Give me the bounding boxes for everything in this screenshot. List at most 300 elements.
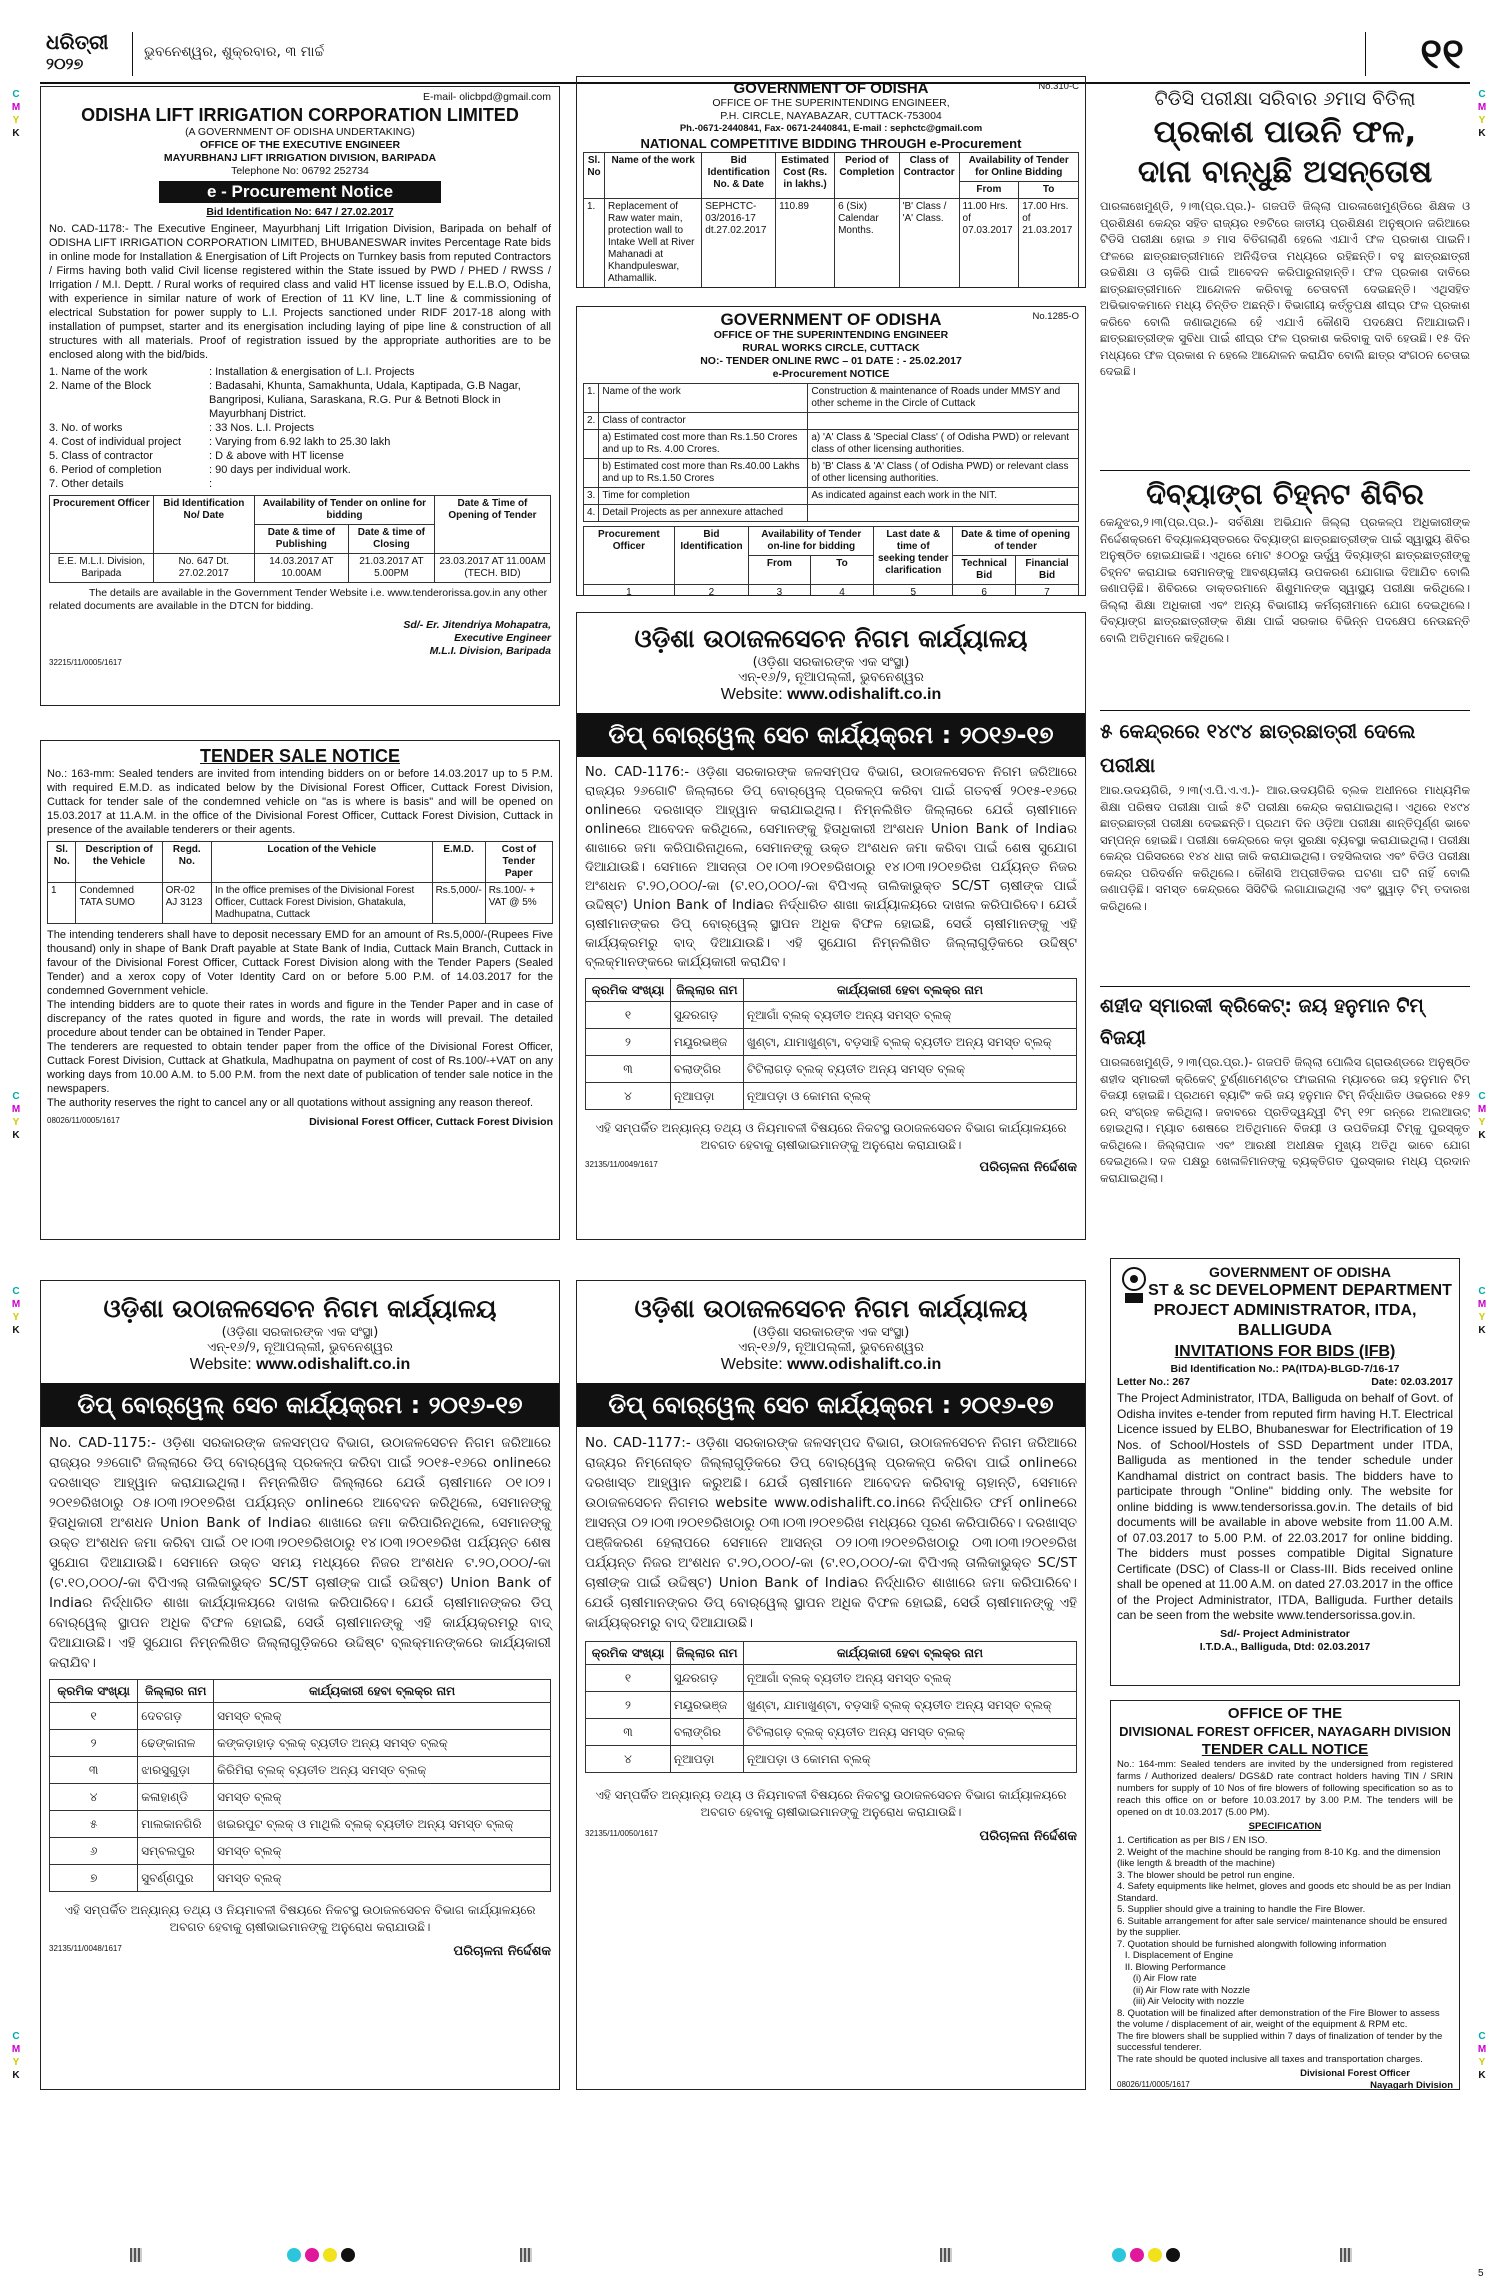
table-cell: In the office premises of the Divisional Forest Officer, Cuttack Forest Division, Ghatakula, Madhupatna, Cuttack	[211, 883, 432, 924]
oli-notice-1175	[40, 1280, 560, 2090]
table-row	[586, 1029, 1077, 1056]
table-header: ଜିଲ୍ଲାର ନାମ	[138, 1680, 214, 1703]
news2-body: କେନ୍ଦୁଝର,୨।୩(ପ୍ର.ପ୍ର.)- ସର୍ବଶିକ୍ଷା ଅଭିଯାନ ଜିଲ୍ଲା ପ୍ରକଳ୍ପ ଅଧିକାରୀଙ୍କ ନିର୍ଦ୍ଦେଶକ୍ରମେ ବିଦ୍ୟାଳୟସ୍ତରରେ ଦିବ୍ୟାଙ୍ଗ ଛାତ୍ରଛାତ୍ରୀଙ୍କ ପାଇଁ ସ୍ୱାସ୍ଥ୍ୟ ଶିବିର ଅନୁଷ୍ଠିତ ହୋଇଯାଇଛି। ଏଥିରେ ମୋଟ ୫୦୦ରୁ ଊର୍ଦ୍ଧ୍ୱ ଦିବ୍ୟାଙ୍ଗ ଛାତ୍ରଛାତ୍ରୀଙ୍କୁ ଚିହ୍ନଟ କରାଯାଇ ସେମାନଙ୍କୁ ଆବଶ୍ୟକୀୟ ଉପକରଣ ଯୋଗାଇ ଦିଆଯିବ ବୋଲି ଜଣାପଡ଼ିଛି। ଶିବିରରେ ଡାକ୍ତରମାନେ ଶିଶୁମାନଙ୍କ ସ୍ୱାସ୍ଥ୍ୟ ପରୀକ୍ଷା କରିଥିଲେ। ଜିଲ୍ଲା ଶିକ୍ଷା ଅଧିକାରୀ ଏବଂ ଅନ୍ୟ ବିଭାଗୀୟ କର୍ମଚାରୀମାନେ ଯୋଗ ଦେଇଥିଲେ। ଦିବ୍ୟାଙ୍ଗ ଛାତ୍ରଛାତ୍ରୀଙ୍କ ଶିକ୍ଷା ପାଇଁ ସରକାର ବିଭିନ୍ନ ପଦକ୍ଷେପ ନେଉଛନ୍ତି ବୋଲି ଅତିଥିମାନେ କହିଥିଲେ।	[1100, 515, 1470, 645]
list-item: 1. Certification as per BIS / EN ISO.	[1117, 1835, 1268, 1846]
news2-headline: ଦିବ୍ୟାଙ୍ଗ ଚିହ୍ନଟ ଶିବିର	[1146, 477, 1424, 511]
olic-subtitle: (A GOVERNMENT OF ODISHA UNDERTAKING)	[185, 126, 415, 138]
rule	[1100, 710, 1470, 711]
tender-sale-body: No.: 163-mm: Sealed tenders are invited from intending bidders on or before 14.03.2017 up to 5 P.M. with required E.M.D. as indicated below by the Divisional Forest Officer, Cuttack Forest Division, Cuttack for tender sale of the condemned vehicle on "as is where is basis" and will be opened on 15.03.2017 at 11.A.M. in the office of the Divisional Forest Officer, Cuttack Forest Division, Cuttack in presence of the available tenderers or their agents.	[47, 768, 553, 836]
table-row	[50, 1838, 551, 1865]
website-link[interactable]: www.odishalift.co.in	[787, 1356, 942, 1373]
table-row	[50, 1757, 551, 1784]
table-cell	[808, 505, 1079, 522]
olic-item-value: :	[209, 478, 213, 490]
rw-notice-label: e-Procurement NOTICE	[772, 368, 890, 380]
itda-ifb: INVITATIONS FOR BIDS (IFB)	[1174, 1343, 1396, 1360]
table-cell: Rs.5,000/-	[432, 883, 485, 924]
oli-subtitle: (ଓଡ଼ିଶା ସରକାରଙ୍କ ଏକ ସଂସ୍ଥା)	[752, 1325, 910, 1340]
rw-tender: NO:- TENDER ONLINE RWC – 01 DATE : - 25.02.2017	[700, 355, 962, 367]
olic-sig-1: Sd/- Er. Jitendriya Mohapatra,	[403, 619, 551, 631]
color-dots	[285, 2248, 357, 2267]
masthead-dateline: ଭୁବନେଶ୍ୱର, ଶୁକ୍ରବାର, ୩ ମାର୍ଚ୍ଚ	[144, 44, 325, 60]
table-header-row	[586, 979, 1077, 1002]
table-cell: 3.	[584, 488, 599, 505]
itda-gov: GOVERNMENT OF ODISHA	[1208, 1264, 1391, 1280]
table-cell: Detail Projects as per annexure attached	[599, 505, 808, 522]
phed-circle: P.H. CIRCLE, NAYABAZAR, CUTTACK-753004	[720, 110, 942, 122]
nayagarh-ref: 08026/11/0005/1617	[1117, 2080, 1190, 2089]
olic-item-key: 1. Name of the work	[49, 366, 148, 378]
table-cell: ସମସ୍ତ ବ୍ଲକ୍	[214, 1784, 551, 1811]
table-header: କ୍ରମିକ ସଂଖ୍ୟା	[586, 979, 671, 1002]
table-header: ଜିଲ୍ଲାର ନାମ	[670, 979, 743, 1002]
table-cell: Replacement of Raw water main, protection wall to Intake Well at River Mahanadi at Khandpuleswar, Athamallik.	[605, 199, 702, 288]
table-cell: Availability of Tender on-line for bidding	[749, 527, 874, 556]
olic-th-publishing: Date & time of Publishing	[254, 525, 348, 554]
table-row	[586, 1692, 1077, 1719]
table-header: କାର୍ଯ୍ୟକାରୀ ହେବା ବ୍ଲକ୍‌ର ନାମ	[743, 1642, 1076, 1665]
table-cell: 2.	[584, 413, 599, 430]
table-cell: Bid Identification	[674, 527, 748, 585]
list-item: I. Displacement of Engine	[1117, 1950, 1234, 1961]
reg-marks-right-top: C M Y K	[1477, 89, 1487, 139]
table-cell: 1.	[584, 384, 599, 413]
gray-swatch	[1340, 2248, 1352, 2262]
list-item: 8. Quotation will be finalized after demonstration of the Fire Blower to assess the volume / displacement of air, weight of the equipment & RPM etc.	[1117, 2007, 1443, 2030]
table-cell: କଙ୍କଡ଼ାହାଡ଼ ବ୍ଲକ୍ ବ୍ୟତୀତ ଅନ୍ୟ ସମସ୍ତ ବ୍ଲକ୍	[214, 1730, 551, 1757]
olic-item-key: 5. Class of contractor	[49, 450, 153, 462]
nayagarh-body: No.: 164-mm: Sealed tenders are invited by the undersigned from registered farms / Authorized dealers/ DGS&D rate contract holders having TIN / SRIN numbers for supply of 10 Nos of fire blowers of following specification so as to reach this office on or before 10.03.2017 by 3.00 P.M. The tenders will be opened on dt 10.03.2017 (5.00 PM).	[1117, 1759, 1453, 1818]
table-cell: ସମସ୍ତ ବ୍ଲକ୍	[214, 1838, 551, 1865]
news3-body: ଆର.ଉଦୟଗିରି, ୨।୩(ଏ.ପି.ଏ.ଏ.)- ଆର.ଉଦୟଗିରି ବ୍ଲକ ଅଧୀନରେ ମାଧ୍ୟମିକ ଶିକ୍ଷା ପରିଷଦ ପରୀକ୍ଷା ପାଇଁ ୫ଟି ପରୀକ୍ଷା କେନ୍ଦ୍ର କରାଯାଇଥିଲା। ଏଥିରେ ୧୪୯୪ ଛାତ୍ରଛାତ୍ରୀ ପରୀକ୍ଷା ଦେଇଛନ୍ତି। ପ୍ରଥମ ଦିନ ଓଡ଼ିଆ ପରୀକ୍ଷା ଶାନ୍ତିପୂର୍ଣ୍ଣ ଭାବେ ସମ୍ପନ୍ନ ହୋଇଛି। ପରୀକ୍ଷା କେନ୍ଦ୍ରରେ କଡ଼ା ସୁରକ୍ଷା ବ୍ୟବସ୍ଥା କରାଯାଇଥିଲା। ପରୀକ୍ଷା କେନ୍ଦ୍ର ପରିସରରେ ୧୪୪ ଧାରା ଜାରି କରାଯାଇଥିଲା। ତହସିଲଦାର ଏବଂ ବିଡିଓ ପରୀକ୍ଷା କେନ୍ଦ୍ର ପରିଦର୍ଶନ କରିଥିଲେ। କୌଣସି ଅପ୍ରୀତିକର ଘଟଣା ଘଟି ନାହିଁ ବୋଲି ଜଣାପଡ଼ିଛି। ସମସ୍ତ କେନ୍ଦ୍ରରେ ସିସିଟିଭି ଲଗାଯାଇଥିଲା ଏବଂ ସ୍କ୍ୱାଡ଼ ଟିମ୍ ତଦାରଖ କରିଥିଲେ।	[1100, 783, 1470, 913]
ad1177-sign: ପରିଚାଳନା ନିର୍ଦ୍ଦେଶକ	[979, 1829, 1077, 1844]
table-cell: ବଲାଙ୍ଗିର	[670, 1719, 743, 1746]
table-cell: ସୁନ୍ଦରଗଡ଼	[670, 1002, 743, 1029]
table-cell: 4	[810, 585, 874, 597]
oli-website	[585, 1355, 1077, 1375]
rw-table-2	[583, 526, 1079, 596]
table-cell: ନୂଆଗାଁ ବ୍ଲକ୍ ବ୍ୟତୀତ ଅନ୍ୟ ସମସ୍ତ ବ୍ଲକ୍	[743, 1665, 1076, 1692]
table-header: Description of the Vehicle	[76, 842, 162, 883]
table-row	[586, 1056, 1077, 1083]
news-story-1	[1100, 86, 1470, 466]
table-cell: ନୂଆପଡ଼ା	[670, 1083, 743, 1110]
table-row	[586, 1665, 1077, 1692]
oli-address: ଏନ୍-୧୬/୨, ନୂଆପଲ୍ଲୀ, ଭୁବନେଶ୍ୱର	[207, 1340, 393, 1355]
table-cell: Name of the work	[605, 153, 702, 199]
table-cell: ମୟୂରଭଞ୍ଜ	[670, 1029, 743, 1056]
phed-title: GOVERNMENT OF ODISHA	[733, 80, 929, 97]
table-cell	[584, 459, 599, 488]
nayagarh-title-1: OFFICE OF THE	[1227, 1705, 1343, 1722]
table-cell: Period of Completion	[835, 153, 899, 199]
reg-marks-right-bottom: C M Y K	[1477, 2031, 1487, 2081]
table-cell: ୫	[50, 1811, 138, 1838]
table-cell: a) Estimated cost more than Rs.1.50 Crores and up to Rs. 4.00 Crores.	[599, 430, 808, 459]
table-cell: Rs.100/- + VAT @ 5%	[485, 883, 552, 924]
table-cell	[584, 430, 599, 459]
reg-marks-left-bottom: C M Y K	[11, 2031, 21, 2081]
table-cell: b) 'B' Class & 'A' Class ( of Odisha PWD) or relevant class of other licensing authorities.	[808, 459, 1079, 488]
table-cell: ସୁବର୍ଣ୍ଣପୁର	[138, 1865, 214, 1892]
list-item: 3. The blower should be petrol run engine.	[1117, 1869, 1295, 1881]
tender-sale-ref: 08026/11/0005/1617	[47, 1116, 120, 1125]
table-cell: ଝାରସୁଗୁଡ଼ା	[138, 1757, 214, 1784]
tender-sale-notice	[40, 740, 560, 1240]
table-cell: SEPHCTC-03/2016-17 dt.27.02.2017	[702, 199, 776, 288]
table-cell: 14.03.2017 AT 10.00AM	[254, 554, 348, 583]
table-cell: From	[959, 182, 1019, 199]
table-cell: To	[1019, 182, 1079, 199]
list-item: 7. Quotation should be furnished alongwith following information	[1117, 1938, 1387, 1950]
nayagarh-spec: SPECIFICATION	[1248, 1821, 1322, 1832]
olic-table	[49, 495, 551, 583]
ad1176-ref: 32135/11/0049/1617	[585, 1160, 658, 1169]
olic-item	[49, 379, 551, 421]
olic-office: OFFICE OF THE EXECUTIVE ENGINEER	[199, 139, 401, 151]
table-cell: ୩	[586, 1056, 671, 1083]
olic-footer-text: The details are available in the Government Tender Website i.e. www.tenderorissa.gov.in any other related documents are available in the DTCN for bidding.	[49, 587, 548, 612]
olic-ref: 32215/11/0005/1617	[49, 658, 122, 667]
gray-swatch	[520, 2248, 532, 2262]
table-header-row	[50, 1680, 551, 1703]
ad1176-body: No. CAD-1176:- ଓଡ଼ିଶା ସରକାରଙ୍କ ଜଳସମ୍ପଦ ବିଭାଗ, ଉଠାଜଳସେଚନ ନିଗମ ଜରିଆରେ ରାଜ୍ୟର ୨୬ଗୋଟି ଜିଲ୍ଲାରେ ଡିପ୍ ବୋର୍‌ୱେଲ୍ ପ୍ରକଳ୍ପ କରିବା ପାଇଁ ଗତବର୍ଷ ୨୦୧୫-୧୬ରେ onlineରେ ଦରଖାସ୍ତ ଆହ୍ୱାନ କରାଯାଇଥିଲା। ନିମ୍ନଲିଖିତ ଜିଲ୍ଲାରେ ଯେଉଁ ଚାଷୀମାନେ onlineରେ ଆବେଦନ କରିଥିଲେ, ସେମାନଙ୍କୁ ହିତାଧିକାରୀ ଅଂଶଧନ Union Bank of Indiaର ଶାଖାରେ ଜମା କରିପାରିନାଥିଲେ, ସେମାନଙ୍କୁ ଉକ୍ତ ଅଂଶଧନ ଜମା କରିବା ପାଇଁ ଶେଷ ସୁଯୋଗ ଦିଆଯାଉଛି। ସେମାନେ ଆସନ୍ତା ୦୧।୦୩।୨୦୧୭ରିଖଠାରୁ ୧୪।୦୩।୨୦୧୭ରିଖ ପର୍ଯ୍ୟନ୍ତ ନିଜର ଅଂଶଧନ ଟ.୨୦,୦୦୦/-କା (ଟ.୧୦,୦୦୦/-କା ବିପିଏଲ୍ ତାଲିକାଭୁକ୍ତ SC/ST ଚାଷୀଙ୍କ ପାଇଁ ଉଦ୍ଦିଷ୍ଟ) Union Bank of Indiaର ନିର୍ଦ୍ଧାରିତ ଶାଖା କାର୍ଯ୍ୟାଳୟରେ ଦାଖଲ କରିପାରିବେ। ଯେଉଁ ଚାଷୀମାନଙ୍କର ଡିପ୍ ବୋର୍‌ୱେଲ୍ ସ୍ଥାପନ ଅଧିକ ବିଫଳ ହୋଇଛି, ସେଉଁ ଚାଷୀମାନଙ୍କୁ ଏହି କାର୍ଯ୍ୟକ୍ରମରୁ ବାଦ୍ ଦିଆଯାଉଛି। ଏହି ସୁଯୋଗ ନିମ୍ନଲିଖିତ ଜିଲ୍ଲାଗୁଡ଼ିକରେ ଉଦ୍ଦିଷ୍ଟ ବ୍ଲକ୍‌ମାନଙ୍କରେ କାର୍ଯ୍ୟକାରୀ କରାଯିବ।	[585, 765, 1077, 970]
reg-marks-left-top: C M Y K	[11, 89, 21, 139]
tender-sale-body-2: The intending tenderers shall have to deposit necessary EMD for an amount of Rs.5,000/-(Rupees Five thousand) only in shape of Bank Draft payable at State Bank of India, Cuttack Main Branch, Cuttack in favour of the Divisional Forest Officer, Cuttack Forest Division along with the Tender Papers (Sealed Tender) and a xerox copy of Voter Identity Card on or before 5.00 P.M. of 14.03.2017 for the condemned Government vehicle.	[47, 929, 553, 997]
table-row	[50, 1784, 551, 1811]
phed-office: OFFICE OF THE SUPERINTENDING ENGINEER,	[712, 97, 950, 109]
table-header: କାର୍ଯ୍ୟକାରୀ ହେବା ବ୍ଲକ୍‌ର ନାମ	[214, 1680, 551, 1703]
ad1177-body: No. CAD-1177:- ଓଡ଼ିଶା ସରକାରଙ୍କ ଜଳସମ୍ପଦ ବିଭାଗ, ଉଠାଜଳସେଚନ ନିଗମ ଜରିଆରେ ରାଜ୍ୟର ନିମ୍ନୋକ୍ତ ଜିଲ୍ଲାଗୁଡ଼ିକରେ ଡିପ୍ ବୋର୍‌ୱେଲ୍ ପ୍ରକଳ୍ପ କରିବା ପାଇଁ onlineରେ ଦରଖାସ୍ତ ଆହ୍ୱାନ କରୁଅଛି। ଯେଉଁ ଚାଷୀମାନେ ଆବେଦନ କରିବାକୁ ଚାହାନ୍ତି, ସେମାନେ ଉଠାଜଳସେଚନ ନିଗମର website www.odishalift.co.inରେ ନିର୍ଦ୍ଧାରିତ ଫର୍ମ onlineରେ ଆସନ୍ତା ୦୨।୦୩।୨୦୧୭ରିଖଠାରୁ ୦୩।୦୩।୨୦୧୭ରିଖ ମଧ୍ୟରେ ପୂରଣ କରିପାରିବେ। ଦରଖାସ୍ତ ପଞ୍ଜିକରଣ ହେଲାପରେ ସେମାନେ ଆସନ୍ତା ୦୨।୦୩।୨୦୧୭ରିଖଠାରୁ ୦୩।୦୩।୨୦୧୭ରିଖ ପର୍ଯ୍ୟନ୍ତ ନିଜର ଅଂଶଧନ ଟ.୨୦,୦୦୦/-କା (ଟ.୧୦,୦୦୦/-କା ବିପିଏଲ୍ ତାଲିକାଭୁକ୍ତ SC/ST ଚାଷୀଙ୍କ ପାଇଁ ଉଦ୍ଦିଷ୍ଟ) Union Bank of Indiaର ନିର୍ଦ୍ଧାରିତ ଶାଖାରେ ଜମା କରିପାରିବେ। ଯେଉଁ ଚାଷୀମାନଙ୍କର ଡିପ୍ ବୋର୍‌ୱେଲ୍ ସ୍ଥାପନ ଅଧିକ ବିଫଳ ହୋଇଛି, ସେଉଁ ଚାଷୀମାନଙ୍କୁ ଏହି କାର୍ଯ୍ୟକ୍ରମରୁ ବାଦ୍ ଦିଆଯାଉଛି।	[585, 1435, 1077, 1631]
oli-title: ଓଡ଼ିଶା ଉଠାଜଳସେଚନ ନିଗମ କାର୍ଯ୍ୟାଳୟ	[634, 1294, 1028, 1323]
table-cell: ୧	[586, 1665, 671, 1692]
table-cell: ଢେଙ୍କାନାଳ	[138, 1730, 214, 1757]
ad1175-body: No. CAD-1175:- ଓଡ଼ିଶା ସରକାରଙ୍କ ଜଳସମ୍ପଦ ବିଭାଗ, ଉଠାଜଳସେଚନ ନିଗମ ଜରିଆରେ ରାଜ୍ୟର ୨୬ଗୋଟି ଜିଲ୍ଲାରେ ଡିପ୍ ବୋର୍‌ୱେଲ୍ ପ୍ରକଳ୍ପ କରିବା ପାଇଁ ୨୦୧୫-୧୬ରେ onlineରେ ଦରଖାସ୍ତ ଆହ୍ୱାନ କରାଯାଇଥିଲା। ନିମ୍ନଲିଖିତ ଜିଲ୍ଲାରେ ଯେଉଁ ଚାଷୀମାନେ ୦୧।୦୨।୨୦୧୭ରିଖଠାରୁ ୦୫।୦୩।୨୦୧୭ରିଖ ପର୍ଯ୍ୟନ୍ତ onlineରେ ଆବେଦନ କରିଥିଲେ, ସେମାନଙ୍କୁ ହିତାଧିକାରୀ ଅଂଶଧନ Union Bank of Indiaର ଶାଖାରେ ଜମା କରିପାରିନଥିଲେ, ସେମାନଙ୍କୁ ଉକ୍ତ ଅଂଶଧନ ଜମା କରିବା ପାଇଁ ୦୧।୦୩।୨୦୧୭ରିଖଠାରୁ ୧୪।୦୩।୨୦୧୭ରିଖ ପର୍ଯ୍ୟନ୍ତ ଶେଷ ସୁଯୋଗ ଦିଆଯାଉଛି। ସେମାନେ ଉକ୍ତ ସମୟ ମଧ୍ୟରେ ନିଜର ଅଂଶଧନ ଟ.୨୦,୦୦୦/-କା (ଟ.୧୦,୦୦୦/-କା ବିପିଏଲ୍ ତାଲିକାଭୁକ୍ତ SC/ST ଚାଷୀଙ୍କ ପାଇଁ ଉଦ୍ଦିଷ୍ଟ) Union Bank of Indiaର ନିର୍ଦ୍ଧାରିତ ଶାଖା କାର୍ଯ୍ୟାଳୟରେ ଦାଖଲ କରିପାରିବେ। ଯେଉଁ ଚାଷୀମାନଙ୍କର ଡିପ୍ ବୋର୍‌ୱେଲ୍ ସ୍ଥାପନ ଅଧିକ ବିଫଳ ହୋଇଛି, ସେଉଁ ଚାଷୀମାନଙ୍କୁ ଏହି କାର୍ଯ୍ୟକ୍ରମରୁ ବାଦ୍ ଦିଆଯାଉଛି। ଏହି ସୁଯୋଗ ନିମ୍ନଲିଖିତ ଜିଲ୍ଲାଗୁଡ଼ିକରେ ଉଦ୍ଦିଷ୍ଟ ବ୍ଲକ୍‌ମାନଙ୍କରେ କାର୍ଯ୍ୟକାରୀ କରାଯିବ।	[49, 1435, 551, 1671]
table-cell: ନୂଆଗାଁ ବ୍ଲକ୍ ବ୍ୟତୀତ ଅନ୍ୟ ସମସ୍ତ ବ୍ଲକ୍	[743, 1002, 1076, 1029]
table-cell: ୪	[50, 1784, 138, 1811]
olic-item-key: 7. Other details	[49, 478, 124, 490]
table-cell: 23.03.2017 AT 11.00AM (TECH. BID)	[434, 554, 550, 583]
olic-items	[49, 365, 551, 491]
table-cell: ୨	[586, 1029, 671, 1056]
table-row	[50, 1865, 551, 1892]
itda-sig-1: Sd/- Project Administrator	[1220, 1627, 1350, 1640]
phed-no: No.310-C	[1038, 81, 1079, 92]
table-cell: 11.00 Hrs. of 07.03.2017	[959, 199, 1019, 288]
table-cell: ଖୁଣ୍ଟା, ଯାମାଖୁଣ୍ଟା, ବଡ଼ସାହି ବ୍ଲକ୍ ବ୍ୟତୀତ ଅନ୍ୟ ସମସ୍ତ ବ୍ଲକ୍	[743, 1692, 1076, 1719]
ad1177-closing: ଏହି ସମ୍ପର୍କିତ ଅନ୍ୟାନ୍ୟ ତଥ୍ୟ ଓ ନିୟମାବଳୀ ବିଷୟରେ ନିକଟସ୍ଥ ଉଠାଜଳସେଚନ ବିଭାଗ କାର୍ଯ୍ୟାଳୟରେ ଅବଗତ ହେବାକୁ ଚାଷୀଭାଇମାନଙ୍କୁ ଅନୁରୋଧ କରାଯାଉଛି।	[595, 1788, 1067, 1819]
table-row	[50, 1811, 551, 1838]
ad1175-sign: ପରିଚାଳନା ନିର୍ଦ୍ଦେଶକ	[453, 1944, 551, 1959]
table-cell: ୩	[50, 1757, 138, 1784]
olic-item-value: : Badasahi, Khunta, Samakhunta, Udala, Kaptipada, G.B Nagar, Bangriposi, Kuliana, Saraskana, R.G. Pur & Betnoti Block in Mayurbhanj District.	[209, 380, 521, 420]
news1-kicker: ଟିଡିସି ପରୀକ୍ଷା ସରିବାର ୬ମାସ ବିତିଲା	[1154, 88, 1416, 110]
oli-notice-1177	[576, 1280, 1086, 2090]
olic-th-closing: Date & time of Closing	[348, 525, 434, 554]
masthead-paper: ଧରିତ୍ରୀ	[46, 30, 109, 54]
news-story-3	[1100, 714, 1470, 984]
oli-title: ଓଡ଼ିଶା ଉଠାଜଳସେଚନ ନିଗମ କାର୍ଯ୍ୟାଳୟ	[103, 1294, 497, 1323]
oli-subtitle: (ଓଡ଼ିଶା ସରକାରଙ୍କ ଏକ ସଂସ୍ଥା)	[221, 1325, 379, 1340]
table-cell: 1.	[584, 199, 605, 288]
table-cell: ନୂଆପଡ଼ା ଓ କୋମନା ବ୍ଲକ୍	[743, 1083, 1076, 1110]
olic-division: MAYURBHANJ LIFT IRRIGATION DIVISION, BARIPADA	[163, 152, 437, 164]
olic-item-key: 6. Period of completion	[49, 464, 162, 476]
table-header-row	[586, 1642, 1077, 1665]
table-cell: ବଲାଙ୍ଗିର	[670, 1056, 743, 1083]
table-row	[584, 459, 1079, 488]
table-cell: Time for completion	[599, 488, 808, 505]
phed-notice	[576, 76, 1086, 288]
olic-th-officer: Procurement Officer	[50, 496, 154, 554]
table-header: Location of the Vehicle	[211, 842, 432, 883]
itda-dept: ST & SC DEVELOPMENT DEPARTMENT	[1148, 1282, 1452, 1299]
table-row	[584, 505, 1079, 522]
rw-title: GOVERNMENT OF ODISHA	[720, 310, 942, 329]
table-cell: 17.00 Hrs. of 21.03.2017	[1019, 199, 1079, 288]
news4-body: ପାରଳାଖେମୁଣ୍ଡି, ୨।୩(ପ୍ର.ପ୍ର.)- ଗଜପତି ଜିଲ୍ଲା ପୋଲିସ ଗ୍ରାଉଣ୍ଡରେ ଅନୁଷ୍ଠିତ ଶହୀଦ ସ୍ମାରକୀ କ୍ରିକେଟ୍ ଟୁର୍ଣ୍ଣାମେଣ୍ଟର ଫାଇନାଲ ମ୍ୟାଚରେ ଜୟ ହନୁମାନ ଟିମ୍ ବିଜୟୀ ହୋଇଛି। ପ୍ରଥମେ ବ୍ୟାଟିଂ କରି ଜୟ ହନୁମାନ ଟିମ୍ ନିର୍ଦ୍ଧାରିତ ଓଭରରେ ୧୫୨ ରନ୍ ସଂଗ୍ରହ କରିଥିଲା। ଜବାବରେ ପ୍ରତିଦ୍ୱନ୍ଦ୍ୱୀ ଟିମ୍ ୧୨୮ ରନ୍‌ରେ ଅଲଆଉଟ୍ ହୋଇଥିଲା। ମ୍ୟାଚ ଶେଷରେ ଅତିଥିମାନେ ବିଜୟୀ ଓ ଉପବିଜୟୀ ଟିମ୍‌କୁ ପୁରସ୍କୃତ କରିଥିଲେ। ଜିଲ୍ଲାପାଳ ଏବଂ ଆରକ୍ଷୀ ଅଧୀକ୍ଷକ ମୁଖ୍ୟ ଅତିଥି ଭାବେ ଯୋଗ ଦେଇଥିଲେ। ଦଳ ପକ୍ଷରୁ ଖେଳାଳିମାନଙ୍କୁ ବ୍ୟକ୍ତିଗତ ପୁରସ୍କାର ମଧ୍ୟ ପ୍ରଦାନ କରାଯାଇଥିଲା।	[1100, 1055, 1470, 1185]
table-cell: ନୂଆପଡ଼ା	[670, 1746, 743, 1773]
table-cell: 21.03.2017 AT 5.00PM	[348, 554, 434, 583]
table-row	[584, 488, 1079, 505]
masthead-divider-right	[1365, 32, 1366, 76]
reg-marks-right-mid: C M Y K	[1477, 1091, 1487, 1141]
tender-sale-table	[47, 841, 553, 924]
table-cell: 3	[749, 585, 811, 597]
phed-phone: Ph.-0671-2440841, Fax- 0671-2440841, E-mail : sephctc@gmail.com	[679, 123, 983, 134]
table-header: କ୍ରମିକ ସଂଖ୍ୟା	[586, 1642, 671, 1665]
ad1176-closing: ଏହି ସମ୍ପର୍କିତ ଅନ୍ୟାନ୍ୟ ତଥ୍ୟ ଓ ନିୟମାବଳୀ ବିଷୟରେ ନିକଟସ୍ଥ ଉଠାଜଳସେଚନ ବିଭାଗ କାର୍ଯ୍ୟାଳୟରେ ଅବଗତ ହେବାକୁ ଚାଷୀଭାଇମାନଙ୍କୁ ଅନୁରୋଧ କରାଯାଉଛି।	[595, 1121, 1067, 1152]
tender-sale-body-5: The authority reserves the right to cancel any or all quotations without assigning any reason thereof.	[47, 1097, 534, 1109]
table-cell: ୨	[586, 1692, 671, 1719]
news1-headline-2: ଦାନା ବାନ୍ଧୁଛି ଅସନ୍ତୋଷ	[1137, 154, 1433, 190]
table-cell: ଟିଟିଲାଗଡ଼ ବ୍ଲକ୍ ବ୍ୟତୀତ ଅନ୍ୟ ସମସ୍ତ ବ୍ଲକ୍	[743, 1719, 1076, 1746]
list-item: The rate should be quoted inclusive all taxes and transportation charges.	[1117, 2053, 1423, 2065]
table-cell: ଖୁଣ୍ଟା, ଯାମାଖୁଣ୍ଟା, ବଡ଼ସାହି ବ୍ଲକ୍ ବ୍ୟତୀତ ଅନ୍ୟ ସମସ୍ତ ବ୍ଲକ୍	[743, 1029, 1076, 1056]
page-number: 5	[1478, 2268, 1484, 2279]
oli-subtitle: (ଓଡ଼ିଶା ସରକାରଙ୍କ ଏକ ସଂସ୍ଥା)	[752, 655, 910, 670]
rw-office: OFFICE OF THE SUPERINTENDING ENGINEER	[713, 329, 949, 341]
table-row	[50, 1730, 551, 1757]
table-cell: As indicated against each work in the NIT.	[808, 488, 1079, 505]
table-row	[586, 1719, 1077, 1746]
ad1175-table	[49, 1679, 551, 1892]
olic-title: ODISHA LIFT IRRIGATION CORPORATION LIMITED	[81, 105, 519, 125]
tender-sale-sig: Divisional Forest Officer, Cuttack Forest Division	[309, 1116, 553, 1128]
nayagarh-call: TENDER CALL NOTICE	[1201, 1741, 1369, 1758]
oli-program-bar: ଡିପ୍ ବୋର୍‌ୱେଲ୍ ସେଚ କାର୍ଯ୍ୟକ୍ରମ : ୨୦୧୬-୧୭	[577, 713, 1085, 757]
table-cell: Estimated Cost (Rs. in lakhs.)	[776, 153, 835, 199]
olic-item-value: : Varying from 6.92 lakh to 25.30 lakh	[209, 436, 391, 448]
list-item: 2. Weight of the machine should be ranging from 8-10 Kg. and the dimension (like length & breadth of the machine)	[1117, 1846, 1444, 1869]
news1-body: ପାରଳାଖେମୁଣ୍ଡି, ୨।୩(ପ୍ର.ପ୍ର.)- ଗଜପତି ଜିଲ୍ଲା ପାରଳାଖେମୁଣ୍ଡିରେ ଶିକ୍ଷକ ଓ ପ୍ରଶିକ୍ଷଣ କେନ୍ଦ୍ର ସହିତ ରାଜ୍ୟର ୧୭ଟିରେ ଜାତୀୟ ପ୍ରଶିକ୍ଷଣ ଅନୁଷ୍ଠାନ ଜରିଆରେ ଟିଡିସି ପରୀକ୍ଷା ହୋଇ ୬ ମାସ ବିତିଗଲାଣି ହେଲେ ଏଯାଏଁ ଫଳ ପ୍ରକାଶ ପାଇନି। ଫଳରେ ଛାତ୍ରଛାତ୍ରୀମାନେ ଅନିଶ୍ଚିତତା ମଧ୍ୟରେ ରହିଛନ୍ତି। ବହୁ ଛାତ୍ରଛାତ୍ରୀ ଉଚ୍ଚଶିକ୍ଷା ଓ ଚାକିରି ପାଇଁ ଆବେଦନ କରିପାରୁନାହାନ୍ତି। ଫଳ ପ୍ରକାଶ ଦାବିରେ ଛାତ୍ରଛାତ୍ରୀମାନେ ଆନ୍ଦୋଳନ କରିବାକୁ ଚେତାବନୀ ଦେଇଛନ୍ତି। ଏଥିସହିତ ଅଭିଭାବକମାନେ ମଧ୍ୟ ଚିନ୍ତିତ ଅଛନ୍ତି। ବିଭାଗୀୟ କର୍ତ୍ତୃପକ୍ଷ ଶୀଘ୍ର ଫଳ ପ୍ରକାଶ କରିବେ ବୋଲି ଜଣାଇଥିଲେ ହେଁ ଏଯାଏଁ କୌଣସି ପଦକ୍ଷେପ ନିଆଯାଇନି। ଛାତ୍ରଛାତ୍ରୀଙ୍କ ସୁବିଧା ପାଇଁ ଶୀଘ୍ର ଫଳ ପ୍ରକାଶ କରିବାକୁ ଦାବି ହେଉଛି। ୧୫ ଦିନ ମଧ୍ୟରେ ଫଳ ପ୍ରକାଶ ନ ହେଲେ ଆନ୍ଦୋଳନ କରାଯିବ ବୋଲି ଛାତ୍ର ସଂଗଠନ ଚେତାଇ ଦେଇଛି।	[1100, 199, 1470, 378]
table-cell: ୨	[50, 1730, 138, 1757]
rw-table-1	[583, 383, 1079, 522]
table-cell: Class of Contractor	[899, 153, 959, 199]
table-cell: 6 (Six) Calendar Months.	[835, 199, 899, 288]
olic-item-key: 2. Name of the Block	[49, 380, 152, 392]
table-cell: Procurement Officer	[584, 527, 675, 585]
olic-email: E-mail- olicbpd@gmail.com	[423, 91, 551, 103]
olic-sig-2: Executive Engineer	[454, 632, 551, 644]
website-link[interactable]: www.odishalift.co.in	[256, 1356, 411, 1373]
olic-item-key: 3. No. of works	[49, 422, 123, 434]
table-header: Sl. No.	[48, 842, 76, 883]
table-cell: ସମସ୍ତ ବ୍ଲକ୍	[214, 1703, 551, 1730]
table-cell: ଦେବଗଡ଼	[138, 1703, 214, 1730]
table-header: Regd. No.	[162, 842, 211, 883]
table-cell: 5	[874, 585, 953, 597]
olic-bid-id: Bid Identification No: 647 / 27.02.2017	[206, 206, 394, 218]
olic-th-availability: Availability of Tender on online for bidding	[254, 496, 434, 525]
table-cell: 1	[584, 585, 675, 597]
olic-item	[49, 449, 551, 463]
olic-item-value: : Installation & energisation of L.I. Projects	[209, 366, 415, 378]
olic-item	[49, 421, 551, 435]
itda-bid: Bid Identification No.: PA(ITDA)-BLGD-7/16-17	[1170, 1363, 1400, 1375]
table-header: ଜିଲ୍ଲାର ନାମ	[670, 1642, 743, 1665]
table-cell: Class of contractor	[599, 413, 808, 430]
oli-title: ଓଡ଼ିଶା ଉଠାଜଳସେଚନ ନିଗମ କାର୍ଯ୍ୟାଳୟ	[634, 624, 1028, 653]
phed-heading: NATIONAL COMPETITIVE BIDDING THROUGH e-Procurement	[640, 136, 1022, 151]
table-cell: Financial Bid	[1016, 556, 1079, 585]
table-cell: b) Estimated cost more than Rs.40.00 Lakhs and up to Rs.1.50 Crores	[599, 459, 808, 488]
rule	[1100, 470, 1470, 471]
olic-item-value: : D & above with HT license	[209, 450, 344, 462]
table-cell: ୧	[586, 1002, 671, 1029]
tender-sale-title: TENDER SALE NOTICE	[199, 746, 400, 766]
table-row	[584, 413, 1079, 430]
olic-item-value: : 33 Nos. L.I. Projects	[209, 422, 315, 434]
list-item: (iii) Air Velocity with nozzle	[1117, 1996, 1245, 2007]
masthead-page-no: ୧୧	[1420, 32, 1464, 76]
website-label: Website:	[720, 686, 783, 703]
ad1177-ref: 32135/11/0050/1617	[585, 1829, 658, 1838]
olic-item-key: 4. Cost of individual project	[49, 436, 182, 448]
table-cell: Technical Bid	[953, 556, 1016, 585]
oli-address: ଏନ୍-୧୬/୨, ନୂଆପଲ୍ଲୀ, ଭୁବନେଶ୍ୱର	[738, 670, 924, 685]
table-cell: 6	[953, 585, 1016, 597]
table-cell: ସମସ୍ତ ବ୍ଲକ୍	[214, 1865, 551, 1892]
nayagarh-title-2: DIVISIONAL FOREST OFFICER, NAYAGARH DIVISION	[1119, 1724, 1451, 1739]
olic-item	[49, 435, 551, 449]
rw-notice	[576, 306, 1086, 596]
oli-program-bar: ଡିପ୍ ବୋର୍‌ୱେଲ୍ ସେଚ କାର୍ଯ୍ୟକ୍ରମ : ୨୦୧୬-୧୭	[41, 1383, 559, 1427]
olic-item-value: : 90 days per individual work.	[209, 464, 351, 476]
table-row	[586, 1083, 1077, 1110]
table-cell: ସୁନ୍ଦରଗଡ଼	[670, 1665, 743, 1692]
table-cell: ମୟୂରଭଞ୍ଜ	[670, 1692, 743, 1719]
table-cell: E.E. M.L.I. Division, Baripada	[50, 554, 154, 583]
table-row	[50, 1703, 551, 1730]
table-cell: କଳାହାଣ୍ଡି	[138, 1784, 214, 1811]
table-cell: 2	[674, 585, 748, 597]
nayagarh-items	[1117, 1835, 1453, 2065]
nayagarh-sig-2: Nayagarh Division	[1370, 2080, 1453, 2090]
rw-circle: RURAL WORKS CIRCLE, CUTTACK	[742, 342, 920, 354]
rule	[1100, 986, 1470, 987]
olic-th-opening: Date & Time of Opening of Tender	[434, 496, 550, 554]
olic-telephone: Telephone No: 06792 252734	[231, 165, 369, 177]
masthead-year: ୨୦୨୭	[46, 54, 84, 73]
list-item: 4. Safety equipments like helmet, gloves and goods etc should be as per Indian Standard.	[1117, 1881, 1454, 1904]
tender-sale-body-3: The intending bidders are to quote their rates in words and figure in the Tender Paper and in case of discrepancy of the rates quoted in figure and words, the rate in words will prevail. The detailed procedure about tender can be obtained in Tender Paper.	[47, 999, 553, 1039]
news1-headline-1: ପ୍ରକାଶ ପାଉନି ଫଳ,	[1153, 114, 1417, 150]
gray-swatch	[130, 2248, 142, 2262]
table-cell: Availability of Tender for Online Bidding	[959, 153, 1078, 182]
itda-letter: Letter No.: 267	[1117, 1376, 1190, 1388]
website-link[interactable]: www.odishalift.co.in	[787, 686, 942, 703]
table-cell: 110.89	[776, 199, 835, 288]
news3-headline: ୫ କେନ୍ଦ୍ରରେ ୧୪୯୪ ଛାତ୍ରଛାତ୍ରୀ ଦେଲେ ପରୀକ୍ଷା	[1100, 719, 1416, 777]
list-item: (ii) Air Flow rate with Nozzle	[1117, 1984, 1251, 1996]
table-cell: ନୂଆପଡ଼ା ଓ କୋମନା ବ୍ଲକ୍	[743, 1746, 1076, 1773]
masthead	[40, 30, 1470, 82]
news4-headline: ଶହୀଦ ସ୍ମାରକୀ କ୍ରିକେଟ୍: ଜୟ ହନୁମାନ ଟିମ୍ ବିଜୟୀ	[1100, 995, 1424, 1049]
olic-notice	[40, 86, 560, 706]
odisha-emblem-icon	[1117, 1265, 1151, 1305]
table-cell: No. 647 Dt. 27.02.2017	[153, 554, 254, 583]
table-row	[586, 1746, 1077, 1773]
olic-body: No. CAD-1178:- The Executive Engineer, Mayurbhanj Lift Irrigation Division, Baripada on behalf of ODISHA LIFT IRRIGATION CORPORATION LIMITED, BHUBANESWAR invites Percentage Rate bids in online mode for Installation & Energisation of Lift Projects on Turnkey basis from reputed Contractors / Firms having both valid Civil license registered within the State issued by PWD / PHED / RWSS / Irrigation / M.I. Deptt. / Rural works of required class and valid HT license issued by E.L.B.O, Odisha, with experience in similar nature of work of Erection of 11 KV line, L.T line & commissioning of electrical Substation for power supply to L.I. Projects sanctioned under RIDF 2017-18 along with installation of pumpset, starter and its energisation including laying of pipe line & construction of all structures with all materials. Proof of registration issued by the appropriate authorities are to be enclosed along with the bid/bids.	[49, 223, 551, 361]
table-cell: From	[749, 556, 811, 585]
table-header: E.M.D.	[432, 842, 485, 883]
list-item: II. Blowing Performance	[1117, 1961, 1226, 1973]
phed-table	[583, 152, 1079, 288]
oli-website	[49, 1355, 551, 1375]
website-label: Website:	[189, 1356, 252, 1373]
table-cell: ୪	[586, 1746, 671, 1773]
rw-no: No.1285-O	[1032, 311, 1079, 322]
reg-marks-left-mid: C M Y K	[11, 1091, 21, 1141]
color-registration-strip	[0, 2240, 1500, 2270]
table-cell: a) 'A' Class & 'Special Class' ( of Odisha PWD) or relevant class of other licensing authorities.	[808, 430, 1079, 459]
itda-sig-2: I.T.D.A., Balliguda, Dtd: 02.03.2017	[1199, 1640, 1371, 1653]
table-cell: ଟିଟିଲାଗଡ଼ ବ୍ଲକ୍ ବ୍ୟତୀତ ଅନ୍ୟ ସମସ୍ତ ବ୍ଲକ୍	[743, 1056, 1076, 1083]
table-row	[584, 430, 1079, 459]
olic-sig-3: M.L.I. Division, Baripada	[429, 645, 551, 657]
reg-marks-left-low: C M Y K	[11, 1286, 21, 1336]
table-row	[586, 1002, 1077, 1029]
olic-item	[49, 477, 551, 491]
website-label: Website:	[720, 1356, 783, 1373]
ad1176-sign: ପରିଚାଳନା ନିର୍ଦ୍ଦେଶକ	[979, 1160, 1077, 1175]
gray-swatch	[940, 2248, 952, 2262]
list-item: 5. Supplier should give a training to handle the Fire Blower.	[1117, 1904, 1366, 1915]
news-story-4	[1100, 990, 1470, 1240]
tender-sale-body-4: The tenderers are requested to obtain tender paper from the office of the Divisional Forest Officer, Cuttack Forest Division, Cuttack at Ghatkula, Madhupatna on payment of cost of Rs.100/-+VAT on any working days from 10.00 A.M. to 5.00 P.M. from the next date of publication of tender sale notice in the newspapers.	[47, 1041, 553, 1095]
ad1175-ref: 32135/11/0048/1617	[49, 1944, 122, 1953]
table-cell: Name of the work	[599, 384, 808, 413]
olic-item	[49, 463, 551, 477]
table-cell: ୩	[586, 1719, 671, 1746]
table-cell: ସମ୍ବଲପୁର	[138, 1838, 214, 1865]
table-cell: Condemned TATA SUMO	[76, 883, 162, 924]
table-header: କାର୍ଯ୍ୟକାରୀ ହେବା ବ୍ଲକ୍‌ର ନାମ	[743, 979, 1076, 1002]
oli-program-bar: ଡିପ୍ ବୋର୍‌ୱେଲ୍ ସେଚ କାର୍ଯ୍ୟକ୍ରମ : ୨୦୧୬-୧୭	[577, 1383, 1085, 1427]
oli-address: ଏନ୍-୧୬/୨, ନୂଆପଲ୍ଲୀ, ଭୁବନେଶ୍ୱର	[738, 1340, 924, 1355]
itda-body: The Project Administrator, ITDA, Balliguda on behalf of Govt. of Odisha invites e-tender from reputed firm having H.T. Electrical Licence issued by ELBO, Bhubaneswar for Electrification of 19 Nos. of School/Hostels of SSD Department under ITDA, Balliguda as mentioned in the tender schedule under Kandhamal district on contract basis. The bidders have to participate through "Online" bidding only. The website for online bidding is www.tendersorissa.gov.in. The details of bid documents will be available in above website from 11.00 A.M. of 07.03.2017 to 5.00 P.M. of 22.03.2017 for online bidding. The bidders must posses compatible Digital Signature Certificate (DSC) of Class-II or Class-III. Bids received online shall be opened at 11.00 A.M. on dated 27.03.2017 in the office of the Project Administrator, ITDA, Balliguda. Further details can be seen from the website www.tendersorissa.gov.in.	[1117, 1391, 1453, 1622]
list-item: (i) Air Flow rate	[1117, 1973, 1197, 1984]
table-cell	[808, 413, 1079, 430]
nayagarh-notice	[1110, 1700, 1460, 2090]
table-cell: Bid Identification No. & Date	[702, 153, 776, 199]
list-item: 6. Suitable arrangement for after sale service/ maintenance should be ensured by the supplier.	[1117, 1915, 1450, 1938]
itda-notice	[1110, 1258, 1460, 1686]
masthead-divider	[132, 32, 133, 76]
table-cell: Construction & maintenance of Roads under MMSY and other scheme in the Circle of Cuttack	[808, 384, 1079, 413]
ad1177-table	[585, 1641, 1077, 1773]
